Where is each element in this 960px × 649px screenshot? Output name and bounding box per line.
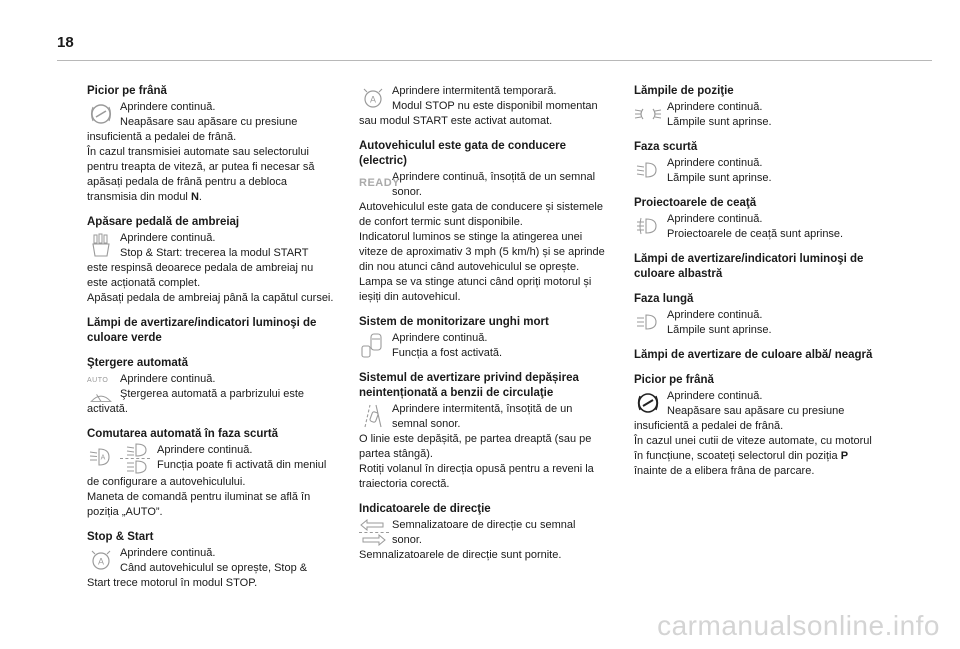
section-title: Indicatoarele de direcţie [359, 503, 491, 515]
column-1 [87, 84, 337, 601]
clutch-pedal-icon [87, 232, 115, 258]
section-clutch-pedal: Apăsare pedală de ambreiaj Aprindere continuă. Stop & Start: trecerea la modul START este respinsă deoarece pedala de ambreiaj nu este acționată complet. Apăsați pedala de ambreiaj până la capătul cursei. [87, 215, 337, 306]
foot-on-brake-icon [634, 390, 662, 416]
top-divider [57, 60, 932, 61]
section-brake-pedal-2: Picior pe frână Aprindere continuă. Neapăsare sau apăsare cu presiune insuficientă a pedalei de frână. În cazul unei cutii de viteze automate, cu motorul în funcțiune, scoateți selectorul din poziția P înainte de a elibera frâna de parcare. [634, 373, 884, 479]
auto-headlamp-icon [87, 444, 115, 470]
ready-icon: READY [359, 177, 401, 189]
stop-start-icon [359, 85, 387, 111]
column-3 [634, 84, 884, 489]
watermark: carmanualsonline.info [657, 610, 940, 641]
section-stop-start: Stop & Start A Aprindere continuă. Când autovehiculul se oprește, Stop & Start trece motorul în modul STOP. [87, 530, 337, 591]
section-blind-spot: Sistem de monitorizare unghi mort Aprindere continuă. Funcția a fost activată. [359, 315, 609, 361]
section-lane-departure: Sistemul de avertizare privind depășirea neintenționată a benzii de circulaţie Aprindere intermitentă, însoțită de un semnal sonor. O linie este depășită, pe partea dreaptă (sau pe partea stângă). Rotiți volanul în direcția opusă pentru a reveni la traiectoria corectă. [359, 371, 609, 492]
high-beam-icon [634, 309, 662, 335]
section-title: Sistemul de avertizare privind depășirea neintenționată a benzii de circulaţie [359, 372, 579, 399]
foot-on-brake-icon [87, 101, 115, 127]
section-stop-start-temporary: A Aprindere intermitentă temporară. Modul STOP nu este disponibil momentan sau modul START este activat automat. [359, 85, 598, 127]
stop-start-icon [87, 547, 115, 573]
dipped-beam-icon [120, 443, 154, 474]
svg-text:A: A [369, 94, 377, 105]
side-lamps-icon [634, 101, 662, 127]
section-title: Apăsare pedală de ambreiaj [87, 216, 240, 228]
section-green-indicators [87, 316, 337, 346]
section-title: Proiectoarele de ceaţă [634, 197, 757, 209]
section-auto-wipe: Ştergere automată AUTO Aprindere continuă. Ştergerea automată a parbrizului este activată. [87, 356, 337, 417]
section-auto-low-beam: Comutarea automată în faza scurtă A Aprindere continuă. Funcția poate fi activată din meniul de configurare a autovehiculului. Maneta de comandă pentru iluminat se află în poziția „AUTO”. [87, 427, 337, 520]
svg-text:A: A [100, 454, 106, 462]
section-brake-pedal: Picior pe frână Aprindere continuă. Neapăsare sau apăsare cu presiune insuficientă a pedalei de frână. În cazul transmisiei automate sau selectorului pentru treapta de viteză, ar putea fi necesar să apăsați pedala de frână pentru a debloca transmisia din modul N. [87, 84, 337, 205]
column-2 [359, 84, 609, 573]
section-blue-indicators [634, 252, 884, 282]
section-title: Sistem de monitorizare unghi mort [359, 316, 549, 328]
section-title: Lămpi de avertizare de culoare albă/ neagră [634, 349, 873, 361]
section-title: Faza scurtă [634, 141, 698, 153]
section-title: Autovehiculul este gata de conducere (electric) [359, 140, 567, 167]
section-title: Lămpile de poziţie [634, 85, 734, 97]
section-title: Ştergere automată [87, 357, 188, 369]
section-title: Comutarea automată în faza scurtă [87, 428, 279, 440]
auto-wiper-icon: AUTO [87, 373, 115, 399]
section-title: Picior pe frână [634, 374, 714, 386]
section-white-indicators [634, 348, 884, 363]
section-ready: Autovehiculul este gata de conducere (electric) READY Aprindere continuă, însoțită de un semnal sonor. Autovehiculul este gata de conducere și sistemele de confort termic sunt disponibile. Indicatorul luminos se stinge la atingerea unei viteze de aproximativ 3 mph (5 km/h) și se aprinde din nou atunci când autovehiculul se oprește. Lampa se va stinge atunci când opriți motorul și ieșiți din autovehicul. [359, 139, 609, 305]
section-high-beam: Faza lungă Aprindere continuă. Lămpile sunt aprinse. [634, 292, 884, 338]
section-title: Picior pe frână [87, 85, 167, 97]
blind-spot-icon [359, 332, 387, 358]
section-title: Lămpi de avertizare/indicatori luminoşi de culoare albastră [634, 253, 864, 280]
section-title: Stop & Start [87, 531, 154, 543]
section-title: Lămpi de avertizare/indicatori luminoşi de culoare verde [87, 317, 317, 344]
fog-lamp-icon [634, 213, 662, 239]
section-fog-lamps: Proiectoarele de ceaţă Aprindere continuă. Proiectoarele de ceață sunt aprinse. [634, 196, 884, 242]
page-number: 18 [57, 34, 74, 51]
lane-departure-icon [359, 403, 387, 429]
section-side-lamps: Lămpile de poziţie Aprindere continuă. Lămpile sunt aprinse. [634, 84, 884, 130]
section-low-beam: Faza scurtă Aprindere continuă. Lămpile sunt aprinse. [634, 140, 884, 186]
section-title: Faza lungă [634, 293, 694, 305]
section-turn-signals: Indicatoarele de direcţie Semnalizatoare de direcție cu semnal sonor. Semnalizatoarele de direcție sunt pornite. [359, 502, 609, 563]
low-beam-icon [634, 157, 662, 183]
svg-text:A: A [97, 556, 105, 567]
turn-signal-icon [359, 519, 387, 549]
